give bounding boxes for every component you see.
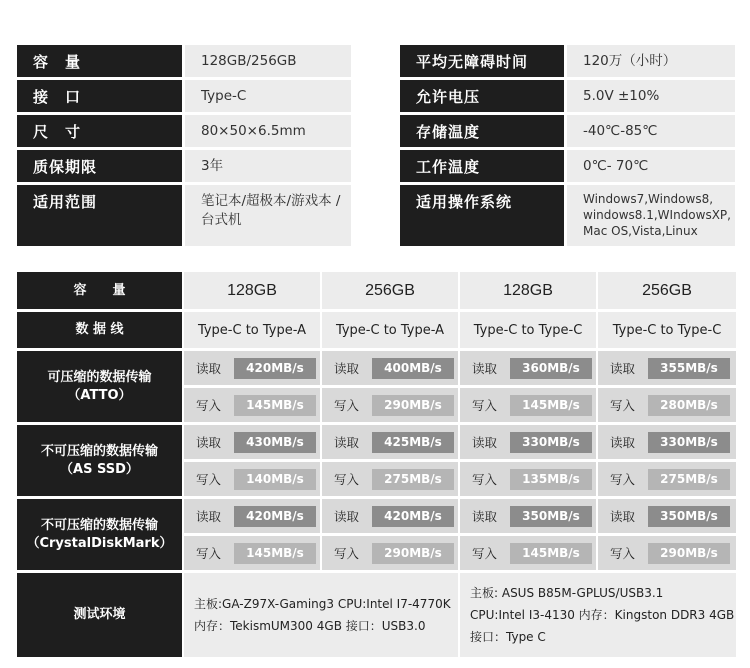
cable-cell: Type-C to Type-C xyxy=(460,312,596,348)
write-speed-bar: 145MB/s xyxy=(234,395,316,416)
write-cell xyxy=(322,388,458,422)
spec-row xyxy=(400,150,735,182)
env-line: 接口：Type C xyxy=(470,630,546,644)
spec-value: 5.0V ±10% xyxy=(567,80,735,112)
spec-key: 尺 寸 xyxy=(17,115,182,147)
read-speed-bar: 400MB/s xyxy=(372,358,454,379)
read-label: 读取 xyxy=(196,361,222,376)
read-cell xyxy=(184,351,320,385)
capacity-cell: 256GB xyxy=(598,272,736,309)
write-label: 写入 xyxy=(472,398,498,413)
write-speed-bar: 280MB/s xyxy=(648,395,730,416)
spec-key: 工作温度 xyxy=(400,150,564,182)
write-label: 写入 xyxy=(610,398,636,413)
spec-row xyxy=(400,185,735,246)
write-label: 写入 xyxy=(196,546,222,561)
read-label: 读取 xyxy=(196,509,222,524)
spec-key: 质保期限 xyxy=(17,150,182,182)
spec-key: 平均无障碍时间 xyxy=(400,45,564,77)
read-cell xyxy=(598,351,736,385)
spec-key: 接 口 xyxy=(17,80,182,112)
spec-value: 80×50×6.5mm xyxy=(185,115,351,147)
write-label: 写入 xyxy=(334,472,360,487)
write-label: 写入 xyxy=(472,472,498,487)
spec-row xyxy=(17,45,351,77)
spec-key: 允许电压 xyxy=(400,80,564,112)
write-speed-bar: 140MB/s xyxy=(234,469,316,490)
benchmark-header xyxy=(17,351,182,422)
spec-row xyxy=(400,80,735,112)
read-speed-bar: 430MB/s xyxy=(234,432,316,453)
spec-key: 适用范围 xyxy=(17,185,182,246)
capacity-cell: 128GB xyxy=(460,272,596,309)
read-cell xyxy=(598,425,736,459)
spec-key: 适用操作系统 xyxy=(400,185,564,246)
write-label: 写入 xyxy=(610,472,636,487)
write-label: 写入 xyxy=(196,472,222,487)
read-label: 读取 xyxy=(472,361,498,376)
env-right xyxy=(460,573,736,657)
read-label: 读取 xyxy=(334,361,360,376)
capacity-cell: 128GB xyxy=(184,272,320,309)
write-speed-bar: 145MB/s xyxy=(510,395,592,416)
read-label: 读取 xyxy=(472,435,498,450)
write-cell xyxy=(184,536,320,570)
read-label: 读取 xyxy=(196,435,222,450)
write-cell xyxy=(460,462,596,496)
read-label: 读取 xyxy=(472,509,498,524)
read-speed-bar: 350MB/s xyxy=(510,506,592,527)
write-speed-bar: 145MB/s xyxy=(510,543,592,564)
write-speed-bar: 275MB/s xyxy=(372,469,454,490)
benchmark-name: 可压缩的数据传输 xyxy=(47,369,152,385)
env-line: 内存：TekismUM300 4GB 接口：USB3.0 xyxy=(194,619,426,633)
read-speed-bar: 330MB/s xyxy=(648,432,730,453)
write-speed-bar: 275MB/s xyxy=(648,469,730,490)
cable-header: 数 据 线 xyxy=(17,312,182,348)
spec-value: Type-C xyxy=(185,80,351,112)
read-cell xyxy=(322,499,458,533)
write-speed-bar: 290MB/s xyxy=(372,395,454,416)
benchmark-name: 不可压缩的数据传输 xyxy=(40,517,158,533)
read-speed-bar: 420MB/s xyxy=(234,358,316,379)
read-cell xyxy=(460,351,596,385)
read-cell xyxy=(322,351,458,385)
env-line: CPU:Intel I3-4130 内存：Kingston DDR3 4GB xyxy=(470,608,735,622)
write-speed-bar: 135MB/s xyxy=(510,469,592,490)
write-label: 写入 xyxy=(334,398,360,413)
benchmark-tool: （AS SSD） xyxy=(60,461,139,477)
read-speed-bar: 360MB/s xyxy=(510,358,592,379)
read-label: 读取 xyxy=(610,435,636,450)
write-cell xyxy=(598,536,736,570)
write-cell xyxy=(598,388,736,422)
benchmark-name: 不可压缩的数据传输 xyxy=(40,443,158,459)
spec-row xyxy=(17,115,351,147)
cable-cell: Type-C to Type-A xyxy=(184,312,320,348)
read-cell xyxy=(184,425,320,459)
read-speed-bar: 420MB/s xyxy=(234,506,316,527)
spec-row xyxy=(17,185,351,246)
env-left xyxy=(184,573,458,657)
write-label: 写入 xyxy=(472,546,498,561)
write-cell xyxy=(598,462,736,496)
write-cell xyxy=(184,388,320,422)
write-speed-bar: 145MB/s xyxy=(234,543,316,564)
spec-key: 存储温度 xyxy=(400,115,564,147)
read-speed-bar: 420MB/s xyxy=(372,506,454,527)
benchmark-header xyxy=(17,499,182,570)
spec-table-right xyxy=(400,45,735,246)
write-cell xyxy=(322,462,458,496)
read-speed-bar: 350MB/s xyxy=(648,506,730,527)
read-label: 读取 xyxy=(610,361,636,376)
spec-key: 容 量 xyxy=(17,45,182,77)
spec-value: -40℃-85℃ xyxy=(567,115,735,147)
read-speed-bar: 355MB/s xyxy=(648,358,730,379)
write-label: 写入 xyxy=(196,398,222,413)
read-label: 读取 xyxy=(334,509,360,524)
cable-cell: Type-C to Type-C xyxy=(598,312,736,348)
write-label: 写入 xyxy=(610,546,636,561)
read-cell xyxy=(460,499,596,533)
spec-row xyxy=(17,150,351,182)
write-speed-bar: 290MB/s xyxy=(648,543,730,564)
write-cell xyxy=(322,536,458,570)
read-cell xyxy=(184,499,320,533)
env-line: 主板: ASUS B85M-GPLUS/USB3.1 xyxy=(470,586,664,600)
write-label: 写入 xyxy=(334,546,360,561)
benchmark-tool: （CrystalDiskMark） xyxy=(26,535,173,551)
spec-value: 笔记本/超极本/游戏本 / 台式机 xyxy=(185,185,351,246)
read-cell xyxy=(322,425,458,459)
spec-row xyxy=(400,115,735,147)
capacity-cell: 256GB xyxy=(322,272,458,309)
benchmark-header xyxy=(17,425,182,496)
spec-value: 120万（小时） xyxy=(567,45,735,77)
env-header: 测试环境 xyxy=(17,573,182,657)
capacity-header: 容 量 xyxy=(17,272,182,309)
spec-value: 0℃- 70℃ xyxy=(567,150,735,182)
spec-row xyxy=(17,80,351,112)
cable-cell: Type-C to Type-A xyxy=(322,312,458,348)
write-speed-bar: 290MB/s xyxy=(372,543,454,564)
write-cell xyxy=(460,388,596,422)
spec-value: 128GB/256GB xyxy=(185,45,351,77)
read-cell xyxy=(598,499,736,533)
env-line: 主板:GA-Z97X-Gaming3 CPU:Intel I7-4770K xyxy=(194,597,451,611)
benchmark-tool: （ATTO） xyxy=(67,387,132,403)
read-label: 读取 xyxy=(610,509,636,524)
write-cell xyxy=(184,462,320,496)
spec-value: 3年 xyxy=(185,150,351,182)
write-cell xyxy=(460,536,596,570)
spec-row xyxy=(400,45,735,77)
spec-table-left xyxy=(17,45,351,246)
performance-table xyxy=(17,272,736,657)
read-label: 读取 xyxy=(334,435,360,450)
read-cell xyxy=(460,425,596,459)
spec-value: Windows7,Windows8, windows8.1,WIndowsXP, Mac OS,Vista,Linux xyxy=(567,185,735,246)
read-speed-bar: 330MB/s xyxy=(510,432,592,453)
read-speed-bar: 425MB/s xyxy=(372,432,454,453)
